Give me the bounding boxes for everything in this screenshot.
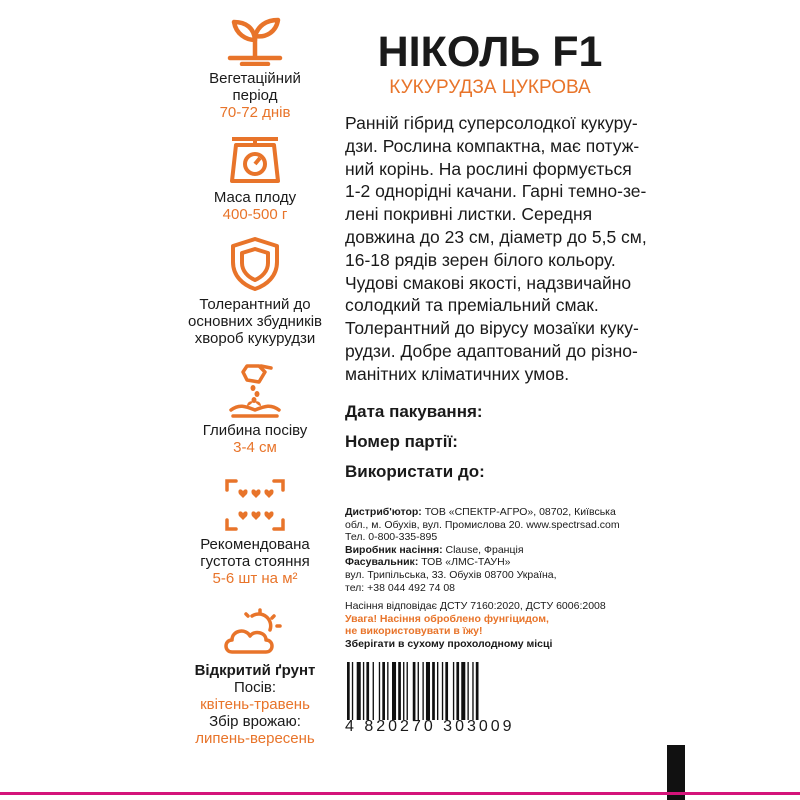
seedling-icon xyxy=(222,14,288,66)
product-name: НІКОЛЬ F1 xyxy=(377,28,603,76)
warning-line2: не використовувати в їжу! xyxy=(345,625,483,638)
packer-label: Фасувальник: xyxy=(345,556,419,569)
barcode-bar xyxy=(476,662,479,720)
use-by-label: Використати до: xyxy=(345,462,485,481)
distributor-line1: ТОВ «СПЕКТР-АГРО», 08702, Київська xyxy=(421,506,616,518)
feature-label: Вегетаційний період xyxy=(209,70,301,104)
barcode-bar xyxy=(366,662,369,720)
barcode-bar xyxy=(352,662,353,720)
barcode-bar xyxy=(357,662,361,720)
feature-label: Толерантний до основних збудників хвороб кукурудзи xyxy=(187,296,323,347)
barcode-digits: 4 820270 303009 xyxy=(345,718,515,735)
barcode-bar xyxy=(373,662,374,720)
barcode-bar xyxy=(437,662,438,720)
pack-date-label: Дата пакування: xyxy=(345,402,483,421)
harvest-period: липень-вересень xyxy=(195,730,315,747)
feature-label: Рекомендована густота стояння xyxy=(200,536,310,570)
barcode-bar xyxy=(387,662,388,720)
distributor-label: Дистриб'ютор: xyxy=(345,506,422,518)
packer-line2: вул. Трипільська, 33. Обухів 08700 Україна, xyxy=(345,568,557,581)
harvest-label: Збір врожаю: xyxy=(209,713,301,730)
product-description: Ранній гібрид суперсолодкої кукуру- дзи. Рослина компактна, має потуж- ний корінь. На рослині формується 1-2 однорідні качани. Гарні темно-зе- лені покривні листки. Середня довжина до 23 см, діаметр до 5,5 см, 16-18 рядів зерен білого кольору. Чудові смакові якості, надзвичайно солодкий та преміальний смак. Толерантний до вірусу мозаїки куку- рудзи. Добре адаптований до різно- манітних кліматичних умов. xyxy=(345,113,647,384)
warning-line1: Увага! Насіння оброблено фунгіцидом, xyxy=(345,612,549,625)
barcode-bar xyxy=(379,662,380,720)
feature-value: 70-72 днів xyxy=(219,104,291,121)
storage-note: Зберігати в сухому прохолодному місці xyxy=(345,637,553,650)
feature-label: Маса плоду xyxy=(213,189,297,206)
open-ground-title: Відкритий ґрунт xyxy=(194,662,316,679)
barcode-bar xyxy=(413,662,416,720)
barcode-bar xyxy=(382,662,385,720)
barcode-bar xyxy=(445,662,448,720)
notes xyxy=(345,600,645,650)
product-type: КУКУРУДЗА ЦУКРОВА xyxy=(389,77,591,98)
barcode-bar xyxy=(461,662,465,720)
feature-fruit-mass xyxy=(160,133,350,223)
sowing-hand-icon xyxy=(225,362,285,418)
weather-icon xyxy=(220,608,290,658)
packer-line1: ТОВ «ЛМС-ТАУН» xyxy=(418,556,511,569)
barcode-bar xyxy=(347,662,350,720)
feature-value: 3-4 см xyxy=(233,439,277,456)
barcode-bar xyxy=(403,662,404,720)
barcode-bar xyxy=(398,662,401,720)
scale-icon xyxy=(226,133,284,185)
batch-number-label: Номер партії: xyxy=(345,432,458,451)
company-info xyxy=(345,506,645,594)
producer-value: Clause, Франція xyxy=(442,543,524,556)
feature-planting-density xyxy=(160,478,350,587)
barcode-bar xyxy=(472,662,473,720)
barcode-bar xyxy=(467,662,468,720)
producer-label: Виробник насіння: xyxy=(345,543,443,556)
feature-tolerance xyxy=(160,236,350,347)
distributor-line2: обл., м. Обухів, вул. Промислова 20. www.spectrsad.com xyxy=(345,518,620,531)
packer-phone: тел: +38 044 492 74 08 xyxy=(345,581,456,594)
feature-vegetation xyxy=(160,14,350,121)
feature-value: 5-6 шт на м² xyxy=(212,570,298,587)
barcode-bar xyxy=(432,662,435,720)
shield-icon xyxy=(229,236,281,292)
feature-open-ground xyxy=(160,608,350,747)
barcode-bar xyxy=(392,662,396,720)
pink-bottom-line xyxy=(0,792,800,795)
barcode-bar xyxy=(453,662,454,720)
sowing-period: квітень-травень xyxy=(200,696,310,713)
barcode-bar xyxy=(456,662,459,720)
barcode-bar xyxy=(422,662,423,720)
feature-sowing-depth xyxy=(160,362,350,456)
sowing-label: Посів: xyxy=(233,679,277,696)
standard-note: Насіння відповідає ДСТУ 7160:2020, ДСТУ 6006:2008 xyxy=(345,600,606,612)
feature-label: Глибина посіву xyxy=(202,422,308,439)
barcode-bar xyxy=(426,662,430,720)
barcode-bar xyxy=(407,662,408,720)
feature-value: 400-500 г xyxy=(222,206,288,223)
barcode-bar xyxy=(363,662,364,720)
barcode-bar xyxy=(418,662,419,720)
distributor-phone: Тел. 0-800-335-895 xyxy=(345,531,438,544)
barcode-bar xyxy=(442,662,443,720)
barcode xyxy=(345,662,530,720)
planting-density-icon xyxy=(224,478,286,532)
